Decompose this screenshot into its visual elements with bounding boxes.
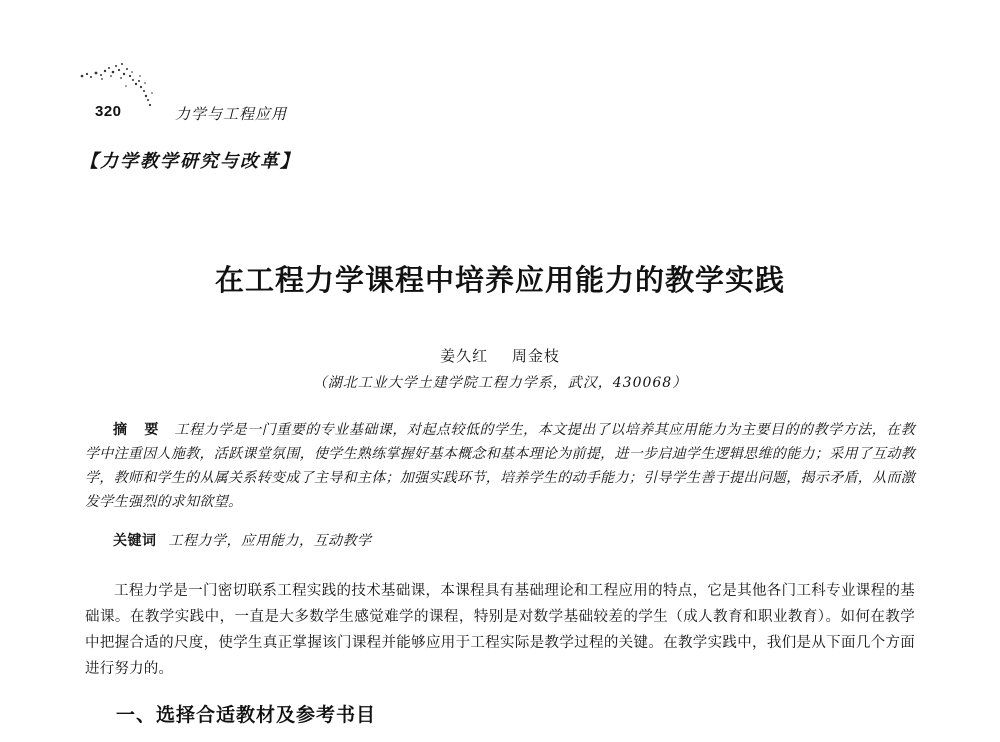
keywords: [113, 530, 372, 550]
abstract-label: 摘 要: [113, 422, 165, 438]
author-name: 周金枝: [511, 347, 560, 365]
abstract: [85, 418, 915, 514]
article-title: 在工程力学课程中培养应用能力的教学实践: [214, 263, 785, 297]
section-tag: 【力学教学研究与改革】: [80, 151, 300, 172]
section-heading: 一、选择合适教材及参考书目: [116, 705, 377, 726]
keywords-label: 关键词: [113, 533, 157, 549]
author-affiliation: （湖北工业大学土建学院工程力学系，武汉，430068）: [312, 375, 688, 391]
journal-name: 力学与工程应用: [175, 105, 288, 123]
page-number: 320: [95, 103, 122, 120]
author-list: [0, 345, 1000, 366]
keywords-text: 工程力学，应用能力，互动教学: [168, 533, 372, 549]
abstract-text: 工程力学是一门重要的专业基础课，对起点较低的学生，本文提出了以培养其应用能力为主要目的的教学方法，在教学中注重因人施教，活跃课堂氛围，使学生熟练掌握好基本概念和基本理论为前提，进一步启迪学生逻辑思维的能力；采用了互动教学，教师和学生的从属关系转变成了主导和主体；加强实践环节，培养学生的动手能力；引导学生善于提出问题，揭示矛盾，从而激发学生强烈的求知欲望。: [85, 422, 916, 510]
author-name: 姜久红: [440, 347, 489, 365]
body-paragraph: 工程力学是一门密切联系工程实践的技术基础课，本课程具有基础理论和工程应用的特点，它是其他各门工科专业课程的基础课。在教学实践中，一直是大多数学生感觉难学的课程，特别是对数学基础较差的学生（成人教育和职业教育）。如何在教学中把握合适的尺度，使学生真正掌握该门课程并能够应用于工程实际是教学过程的关键。在教学实践中，我们是从下面几个方面进行努力的。: [85, 583, 915, 677]
